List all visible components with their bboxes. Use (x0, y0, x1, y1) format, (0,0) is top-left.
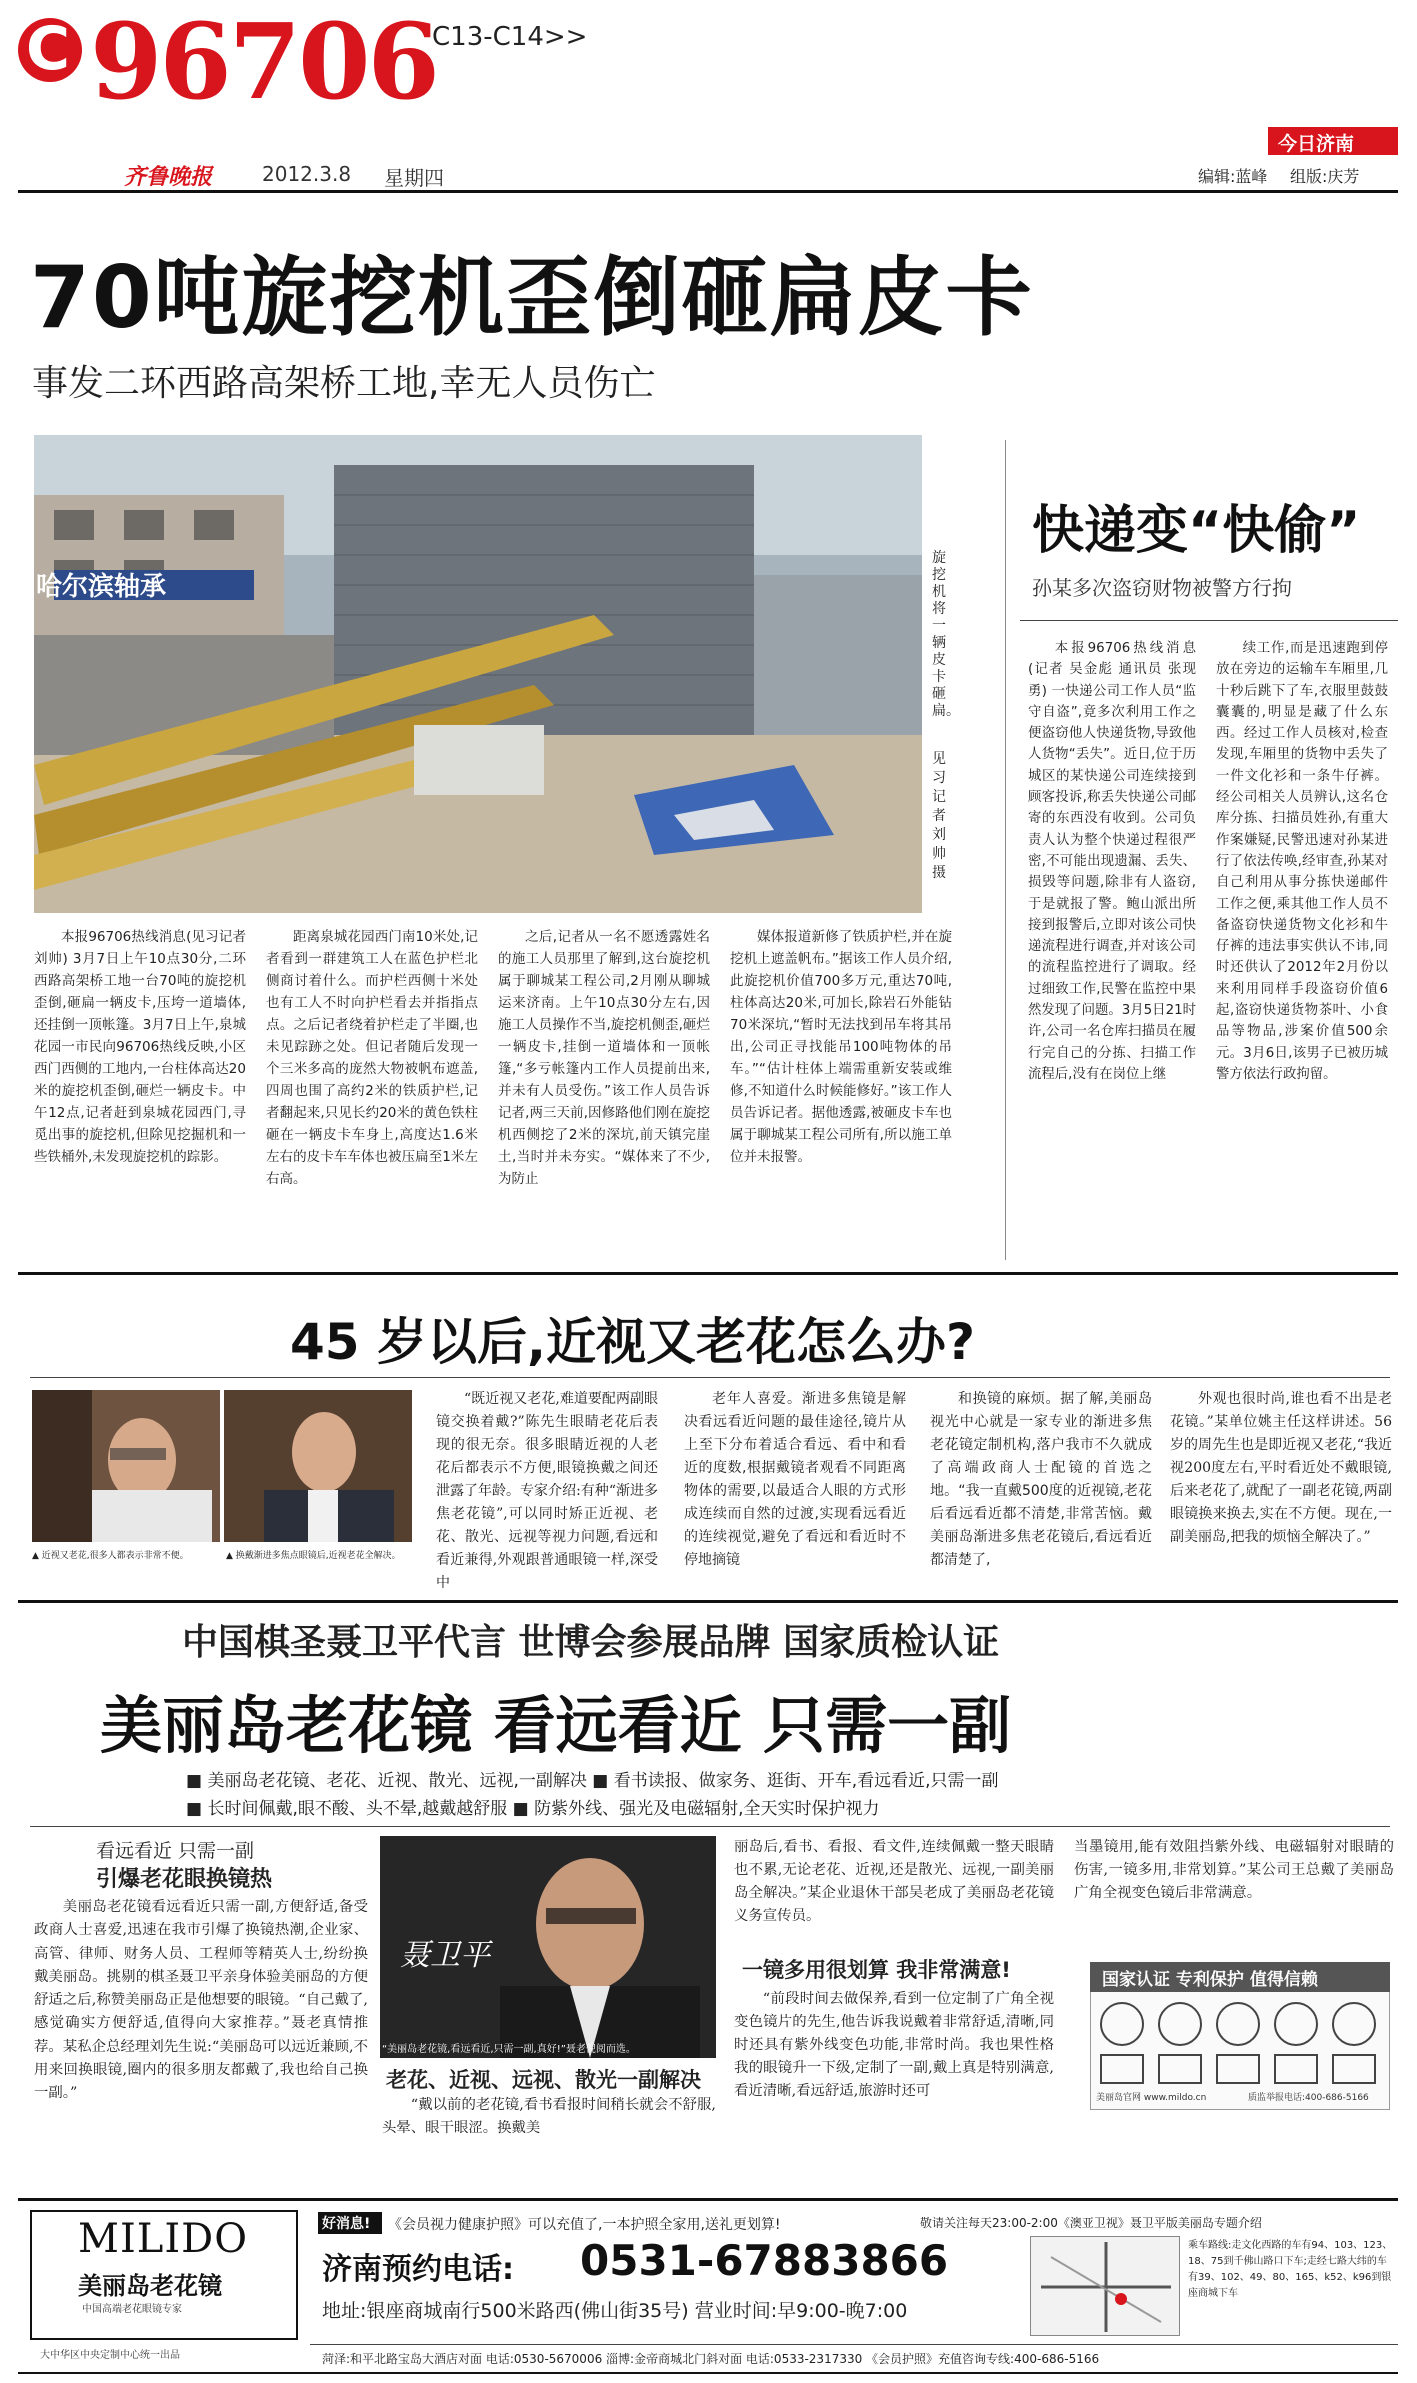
ad-portrait-signature: 聂卫平 (400, 1938, 490, 1973)
lead-headline: 70吨旋挖机歪倒砸扁皮卡 (30, 248, 1034, 348)
cert-logo-6 (1100, 2054, 1144, 2084)
side-headline-part1: 快递变 (1032, 501, 1189, 561)
side-column-2 (1216, 638, 1388, 1085)
footer-brand-slogan: 中国高端老花眼镜专家 (82, 2304, 182, 2315)
lead-photo-caption: 旋挖机将一辆皮卡砸扁。 (932, 550, 960, 719)
ad-sub-head: 引爆老花眼换镜热 (96, 1867, 273, 1892)
cert-footer-left: 美丽岛官网 www.mildo.cn (1096, 2093, 1207, 2103)
cert-title: 国家认证 专利保护 值得信赖 (1102, 1970, 1318, 1990)
ad-right-body-2 (734, 1988, 1054, 2103)
lead-column-2 (266, 926, 478, 1190)
lead-column-1-text: 本报96706热线消息(见习记者 刘帅) 3月7日上午10点30分,二环西路高架桥工地一台70吨的旋挖机歪倒,砸扁一辆皮卡,压垮一道墙体,还挂倒一顶帐篷。3月7日上午,泉城花园一市民向96706热线反映,小区西门西侧的工地内,一台柱体高达20米的旋挖机歪倒,砸烂一辆皮卡。中午12点,记者赶到泉城花园西门,寻觅出事的旋挖机,但除见挖掘机和一些铁桶外,未发现旋挖机的踪影。 (34, 929, 246, 1165)
side-rule (1020, 620, 1398, 621)
bus-info: 乘车路线:走文化西路的车有94、103、123、18、75到千佛山路口下车;走经七路大纬的车有39、102、49、80、165、k52、k96到银座商城下车 (1188, 2240, 1393, 2299)
lead-photo-credit: 见习记者 刘帅 摄 (932, 751, 946, 881)
ad-column-4 (1170, 1388, 1392, 1549)
ad-far-right-body (1074, 1836, 1394, 1905)
good-news-tag-text: 好消息! (322, 2216, 371, 2232)
cert-logo-9 (1274, 2054, 1318, 2084)
ad-center-body-text: “戴以前的老花镜,看书看报时间稍长就会不舒服,头晕、眼干眼涩。换戴美 (382, 2097, 716, 2136)
ad-photo-caption-right: ▲ 换戴渐进多焦点眼镜后,近视老花全解决。 (226, 1551, 401, 1561)
store-address: 地址:银座商城南行500米路西(佛山街35号) 营业时间:早9:00-晚7:00 (322, 2300, 908, 2322)
cert-logo-10 (1332, 2054, 1376, 2084)
ad-headline-rule (30, 1377, 1390, 1378)
good-news-text: 《会员视力健康护照》可以充值了,一本护照全家用,送礼更划算! (388, 2217, 781, 2233)
lead-column-4 (730, 926, 952, 1168)
ad-column-3-text: 和换镜的麻烦。据了解,美丽岛视光中心就是一家专业的渐进多焦老花镜定制机构,落户我市不久就成了高端政商人士配镜的首选之地。“我一直戴500度的近视镜,老花后看远看近都不清楚,非常苦恼。戴美丽岛渐进多焦老花镜后,看远看近都清楚了, (930, 1391, 1152, 1568)
cert-logo-4 (1274, 2002, 1318, 2046)
ad-photo-right-drawing (224, 1390, 412, 1542)
phone-number: 0531-67883866 (580, 2236, 949, 2285)
ad-mid-rule (18, 1600, 1398, 1603)
lead-column-4-text: 媒体报道新修了铁质护栏,并在旋挖机上遮盖帆布。”据该工作人员介绍,此旋挖机价值700多万元,重达70吨,柱体高达20米,可加长,除岩石外能钻70米深坑,“暂时无法找到吊车将其吊出,公司正寻找能吊100吨物体的吊车。”“估计柱体上端需重新安装或维修,不知道什么时候能修好。”该工作人员告诉记者。据他透露,被砸皮卡车也属于聊城某工程公司所有,所以施工单位并未报警。 (730, 929, 952, 1165)
ad-right-body-1-text: 丽岛后,看书、看报、看文件,连续佩戴一整天眼睛也不累,无论老花、近视,还是散光、远视,一副美丽岛全解决。”某企业退休干部吴老成了美丽岛老花镜义务宣传员。 (734, 1839, 1054, 1924)
ad-banner-line2: 美丽岛老花镜 看远看近 只需一副 (100, 1689, 1012, 1762)
ad-features-rule (30, 1826, 1390, 1827)
hotline-logo-c: C (26, 14, 71, 84)
issue-weekday: 星期四 (384, 166, 444, 190)
cert-logo-8 (1216, 2054, 1260, 2084)
cert-logo-3 (1216, 2002, 1260, 2046)
side-headline-quote: “快偷” (1188, 501, 1361, 561)
side-column-1-text: 本报96706热线消息(记者 吴金彪 通讯员 张现勇) 一快递公司工作人员“监守自盗”,竟多次利用工作之便盗窃他人快递货物,导致他人货物“丢失”。近日,位于历城区的某快递公司连续接到顾客投诉,称丢失快递公司邮寄的东西没有收到。公司负责人认为整个快递过程很严密,不可能出现遗漏、丢失、损毁等问题,除非有人盗窃,于是就报了警。鲍山派出所接到报警后,立即对该公司快递流程进行调查,并对该公司的流程监控进行了调取。经过细致工作,民警在监控中果然发现了问题。3月5日21时许,公司一名仓库扫描员在履行完自己的分拣、扫描工作流程后,没有在岗位上继 (1028, 641, 1196, 1082)
ad-sub-kicker: 看远看近 只需一副 (96, 1840, 255, 1862)
section-label: 今日济南 (1278, 133, 1355, 155)
ad-features-2: ■ 长时间佩戴,眼不酸、头不晕,越戴越舒服 ■ 防紫外线、强光及电磁辐射,全天实时保护视力 (186, 1799, 880, 1819)
ad-headline: 45 岁以后,近视又老花怎么办? (290, 1313, 975, 1371)
cert-logo-2 (1158, 2002, 1202, 2046)
ad-column-4-text: 外观也很时尚,谁也看不出是老花镜。”某单位姚主任这样讲述。56岁的周先生也是即近视又老花,“我近视200度左右,平时看近处不戴眼镜,后来老花了,就配了一副老花镜,两副眼镜换来换去,实在不方便。现在,一副美丽岛,把我的烦恼全解决了。” (1170, 1391, 1392, 1545)
lead-column-1 (34, 926, 246, 1168)
cert-logo-5 (1332, 2002, 1376, 2046)
phone-label: 济南预约电话: (322, 2252, 514, 2287)
footer-brand-cn: 美丽岛老花镜 (78, 2272, 222, 2300)
footer-bottom-rule (18, 2372, 1398, 2374)
side-subhead: 孙某多次盗窃财物被警方行拘 (1032, 576, 1292, 600)
tv-notice: 敬请关注每天23:00-2:00《澳亚卫视》聂卫平版美丽岛专题介绍 (920, 2216, 1262, 2230)
ad-sub-body-text: 美丽岛老花镜看远看近只需一副,方便舒适,备受政商人士喜爱,迅速在我市引爆了换镜热潮,企业家、高管、律师、财务人员、工程师等精英人士,纷纷换戴美丽岛。挑剔的棋圣聂卫平亲身体验美丽岛的方便舒适之后,称赞美丽岛正是他想要的眼镜。“自己戴了,感觉确实方便舒适,值得向大家推荐。”聂老真情推荐。某私企总经理刘先生说:“美丽岛可以远近兼顾,不用来回换眼镜,圈内的很多朋友都戴了,我也给自己换一副。” (34, 1899, 368, 2102)
news-bottom-rule (18, 1272, 1398, 1275)
ad-right-body-2-text: “前段时间去做保养,看到一位定制了广角全视变色镜片的先生,他告诉我说戴着非常舒适,清晰,同时还具有紫外线变色功能,非常时尚。我也果性格我的眼镜升一下级,定制了一副,戴上真是特别满意,看近清晰,看远舒适,旅游时还可 (734, 1991, 1054, 2099)
cert-logo-7 (1158, 2054, 1202, 2084)
issue-date: 2012.3.8 (262, 162, 352, 186)
ad-sub-body (34, 1896, 368, 2106)
paper-name: 齐鲁晚报 (124, 164, 213, 190)
lead-photo (34, 435, 922, 913)
ad-photo-caption-left: ▲ 近视又老花,很多人都表示非常不便。 (32, 1551, 189, 1561)
footer-top-rule (18, 2198, 1398, 2201)
side-headline (1032, 488, 1360, 563)
cert-logo-1 (1100, 2002, 1144, 2046)
ad-banner-line1: 中国棋圣聂卫平代言 世博会参展品牌 国家质检认证 (182, 1622, 1000, 1663)
ad-column-3 (930, 1388, 1152, 1572)
branch-info: 菏泽:和平北路宝岛大酒店对面 电话:0530-5670006 淄博:金帝商城北门斜对面 电话:0533-2317330 《会员护照》充值咨询专线:400-686-5166 (322, 2352, 1100, 2366)
lead-column-3 (498, 926, 710, 1190)
layout-credit: 组版:庆芳 (1290, 167, 1360, 186)
masthead-rule (18, 190, 1398, 193)
cert-footer-right: 质监举报电话:400-686-5166 (1248, 2093, 1369, 2103)
ad-photo-right (224, 1390, 412, 1542)
footer-brand-en: MILIDO (78, 2216, 248, 2262)
ad-far-right-body-text: 当墨镜用,能有效阻挡紫外线、电磁辐射对眼睛的伤害,一镜多用,非常划算。”某公司王总戴了美丽岛广角全视变色镜后非常满意。 (1074, 1839, 1394, 1901)
ad-right-body-1 (734, 1836, 1054, 1928)
ad-right-head: 一镜多用很划算 我非常满意! (742, 1958, 1011, 1982)
lead-column-3-text: 之后,记者从一名不愿透露姓名的施工人员那里了解到,这台旋挖机属于聊城某工程公司,2月刚从聊城运来济南。上午10点30分左右,因施工人员操作不当,旋挖机侧歪,砸烂一辆皮卡,挂倒一道墙体和一顶帐篷,“多亏帐篷内工作人员提前出来,并未有人员受伤。”该工作人员告诉记者,两三天前,因修路他们刚在旋挖机西侧挖了2米的深坑,前天镇完崖土,当时并未夯实。“媒体来了不少,为防止 (498, 929, 710, 1187)
side-column-1 (1028, 638, 1196, 1085)
ad-column-1 (436, 1388, 658, 1595)
editor-credit: 编辑:蓝峰 (1198, 167, 1268, 186)
ad-photo-left (32, 1390, 220, 1542)
lead-photo-sign: 哈尔滨轴承 (36, 572, 167, 602)
lead-photo-drawing (34, 435, 922, 913)
ad-photo-left-drawing (32, 1390, 220, 1542)
lead-subhead: 事发二环西路高架桥工地,幸无人员伤亡 (32, 363, 656, 404)
ad-column-2 (684, 1388, 906, 1572)
footer-branch-rule (310, 2344, 1398, 2345)
lead-column-2-text: 距离泉城花园西门南10米处,记者看到一群建筑工人在蓝色护栏北侧商讨着什么。而护栏西侧十米处也有工人不时向护栏看去并指指点点。之后记者绕着护栏走了半圈,也未见踪跡之处。但记者随后发现一个三米多高的庞然大物被帆布遮盖,四周也围了高约2米的铁质护栏,记者翻起来,只见长约20米的黄色铁柱砸在一辆皮卡车身上,高度达1.6米左右的皮卡车车体也被压扁至1米左右高。 (266, 929, 478, 1187)
column-divider (1005, 440, 1006, 1260)
ad-center-head: 老花、近视、远视、散光一副解决 (386, 2068, 701, 2092)
route-map (1030, 2236, 1180, 2336)
route-map-drawing (1031, 2237, 1181, 2337)
side-column-2-text: 续工作,而是迅速跑到停放在旁边的运输车车厢里,几十秒后跳下了车,衣服里鼓鼓囊囊的,明显是藏了什么东西。经过工作人员核对,检查发现,车厢里的货物中丢失了一件文化衫和一条牛仔裤。经公司相关人员辨认,这名仓库分拣、扫描员姓孙,有重大作案嫌疑,民警迅速对孙某进行了依法传唤,经审查,孙某对自己利用从事分拣快递邮件工作之便,乘其他工作人员不备盗窃快递货物文化衫和牛仔裤的违法事实供认不讳,同时还供认了2012年2月份以来利用同样手段盗窃价值6起,盗窃快递货物茶叶、小食品等物品,涉案价值500余元。3月6日,该男子已被历城警方依法行政拘留。 (1216, 641, 1388, 1082)
hotline-number: 96706 (90, 0, 437, 123)
ad-column-2-text: 老年人喜爱。渐进多焦镜是解决看远看近问题的最佳途径,镜片从上至下分布着适合看远、看中和看近的度数,根据戴镜者观看不同距离物体的需要,以最适合人眼的方式形成连续而自然的过渡,实现看远看近的连续视觉,避免了看远和看近时不停地摘镜 (684, 1391, 906, 1568)
footer-brand-note: 大中华区中央定制中心统一出品 (40, 2350, 180, 2361)
page-reference: C13-C14>> (432, 22, 588, 52)
ad-column-1-text: “既近视又老花,难道要配两副眼镜交换着戴?”陈先生眼睛老花后表现的很无奈。很多眼睛近视的人老花后都表示不方便,眼镜换戴之间还泄露了年龄。专家介绍:有种“渐进多焦老花镜”,可以同时矫正近视、老花、散光、远视等视力问题,看远和看近兼得,外观跟普通眼镜一样,深受中 (436, 1391, 658, 1591)
ad-portrait-quote: “美丽岛老花镜,看远看近,只需一副,真好!”聂老倪阅而选。 (382, 2044, 636, 2055)
ad-features-1: ■ 美丽岛老花镜、老花、近视、散光、远视,一副解决 ■ 看书读报、做家务、逛街、开车,看远看近,只需一副 (186, 1771, 999, 1791)
ad-center-body (382, 2094, 716, 2140)
